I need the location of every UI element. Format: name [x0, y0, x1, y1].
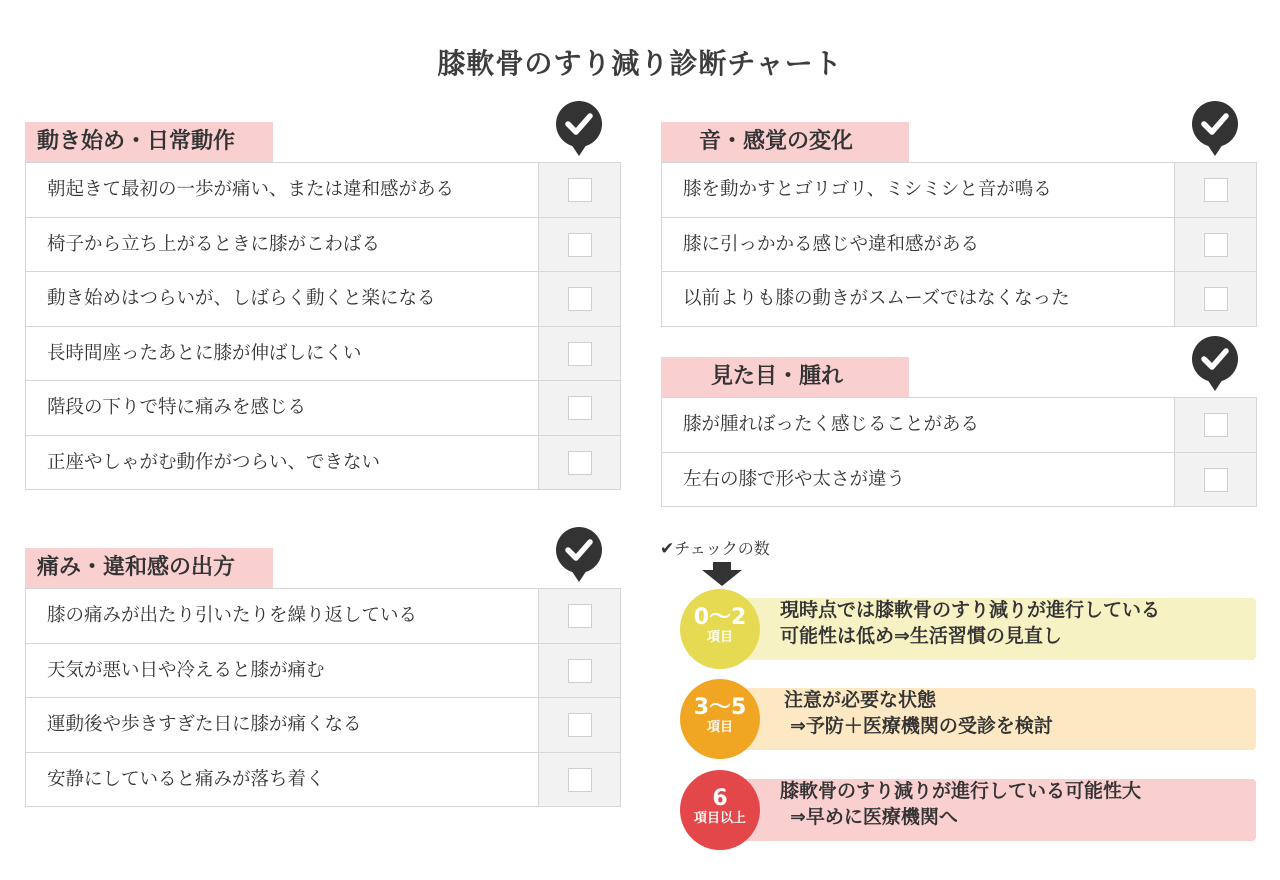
- checkbox-cell: [1175, 272, 1257, 326]
- legend-caption-text: チェックの数: [674, 539, 770, 558]
- item-text: 以前よりも膝の動きがスムーズではなくなった: [662, 272, 1175, 326]
- result-count: 0〜2: [693, 605, 747, 630]
- checkbox[interactable]: [568, 287, 592, 311]
- checkbox-cell: [539, 589, 621, 643]
- checkbox[interactable]: [568, 178, 592, 202]
- checklist: [25, 162, 621, 490]
- check-badge-icon: [1191, 335, 1239, 393]
- item-text: 椅子から立ち上がるときに膝がこわばる: [26, 218, 539, 272]
- checkbox[interactable]: [1204, 233, 1228, 257]
- checkbox[interactable]: [568, 713, 592, 737]
- list-item: [662, 272, 1257, 327]
- item-text: 長時間座ったあとに膝が伸ばしにくい: [26, 327, 539, 381]
- checkbox[interactable]: [568, 604, 592, 628]
- result-line2: ⇒早めに医療機関へ: [790, 806, 958, 828]
- checkbox[interactable]: [568, 342, 592, 366]
- checkbox-cell: [1175, 163, 1257, 217]
- section-appearance-swelling: [661, 357, 1257, 509]
- list-item: [26, 644, 621, 699]
- checkbox[interactable]: [568, 396, 592, 420]
- legend-caption: [660, 536, 770, 559]
- check-badge-icon: [555, 100, 603, 158]
- arrow-down-icon: [702, 562, 742, 586]
- list-item: [26, 163, 621, 218]
- list-item: [662, 398, 1257, 453]
- check-badge-icon: [1191, 100, 1239, 158]
- item-text: 膝に引っかかる感じや違和感がある: [662, 218, 1175, 272]
- checkbox[interactable]: [568, 233, 592, 257]
- check-badge-icon: [555, 526, 603, 584]
- list-item: [26, 381, 621, 436]
- checkbox[interactable]: [568, 451, 592, 475]
- result-circle: [680, 589, 760, 669]
- checkbox-cell: [539, 327, 621, 381]
- result-0-2: [680, 589, 1256, 667]
- item-text: 左右の膝で形や太さが違う: [662, 453, 1175, 507]
- checkbox[interactable]: [1204, 287, 1228, 311]
- item-text: 膝を動かすとゴリゴリ、ミシミシと音が鳴る: [662, 163, 1175, 217]
- section-label: 痛み・違和感の出方: [25, 548, 273, 588]
- list-item: [662, 218, 1257, 273]
- checkbox-cell: [1175, 398, 1257, 452]
- checkbox-cell: [539, 381, 621, 435]
- result-line1: 注意が必要な状態: [784, 689, 937, 711]
- checkbox-cell: [539, 272, 621, 326]
- result-unit: 項目以上: [693, 811, 746, 826]
- checkbox[interactable]: [1204, 413, 1228, 437]
- section-label: 動き始め・日常動作: [25, 122, 273, 162]
- result-circle: [680, 679, 760, 759]
- section-label: 音・感覚の変化: [661, 122, 909, 162]
- checkbox-cell: [539, 698, 621, 752]
- result-line1: 現時点では膝軟骨のすり減りが進行している: [780, 599, 1161, 621]
- checklist: [25, 588, 621, 807]
- result-text: [780, 597, 1160, 649]
- checkbox[interactable]: [568, 768, 592, 792]
- checkbox[interactable]: [568, 659, 592, 683]
- item-text: 膝の痛みが出たり引いたりを繰り返している: [26, 589, 539, 643]
- item-text: 天気が悪い日や冷えると膝が痛む: [26, 644, 539, 698]
- result-line2: 可能性は低め⇒生活習慣の見直し: [780, 625, 1062, 647]
- list-item: [26, 272, 621, 327]
- section-label: 見た目・腫れ: [661, 357, 909, 397]
- checklist: [661, 162, 1257, 327]
- result-unit: 項目: [706, 630, 733, 645]
- checkbox-cell: [1175, 453, 1257, 507]
- checkbox[interactable]: [1204, 468, 1228, 492]
- result-text: [780, 778, 1141, 830]
- list-item: [26, 753, 621, 808]
- item-text: 膝が腫れぼったく感じることがある: [662, 398, 1175, 452]
- item-text: 運動後や歩きすぎた日に膝が痛くなる: [26, 698, 539, 752]
- checkbox-cell: [539, 163, 621, 217]
- checkbox-cell: [539, 644, 621, 698]
- checkbox-cell: [539, 436, 621, 490]
- result-line1: 膝軟骨のすり減りが進行している可能性大: [780, 780, 1142, 802]
- result-circle: [680, 770, 760, 850]
- checkbox-cell: [1175, 218, 1257, 272]
- result-text: [784, 687, 1053, 739]
- result-line2: ⇒予防＋医療機関の受診を検討: [790, 715, 1053, 737]
- item-text: 動き始めはつらいが、しばらく動くと楽になる: [26, 272, 539, 326]
- item-text: 階段の下りで特に痛みを感じる: [26, 381, 539, 435]
- checkbox-cell: [539, 218, 621, 272]
- item-text: 朝起きて最初の一歩が痛い、または違和感がある: [26, 163, 539, 217]
- result-unit: 項目: [706, 720, 733, 735]
- section-daily-movement: [25, 122, 621, 492]
- list-item: [26, 589, 621, 644]
- result-3-5: [680, 679, 1256, 757]
- list-item: [26, 327, 621, 382]
- checkbox[interactable]: [1204, 178, 1228, 202]
- result-count: 3〜5: [693, 695, 747, 720]
- item-text: 正座やしゃがむ動作がつらい、できない: [26, 436, 539, 490]
- checkmark-icon: ✔: [660, 539, 675, 559]
- section-pain: [25, 548, 621, 808]
- checklist: [661, 397, 1257, 507]
- item-text: 安静にしていると痛みが落ち着く: [26, 753, 539, 807]
- list-item: [26, 698, 621, 753]
- list-item: [662, 163, 1257, 218]
- list-item: [26, 218, 621, 273]
- result-6-plus: [680, 770, 1256, 848]
- result-count: 6: [712, 786, 728, 811]
- page-title: 膝軟骨のすり減り診断チャート: [437, 47, 843, 80]
- list-item: [662, 453, 1257, 508]
- list-item: [26, 436, 621, 491]
- section-sound-sensation: [661, 122, 1257, 328]
- checkbox-cell: [539, 753, 621, 807]
